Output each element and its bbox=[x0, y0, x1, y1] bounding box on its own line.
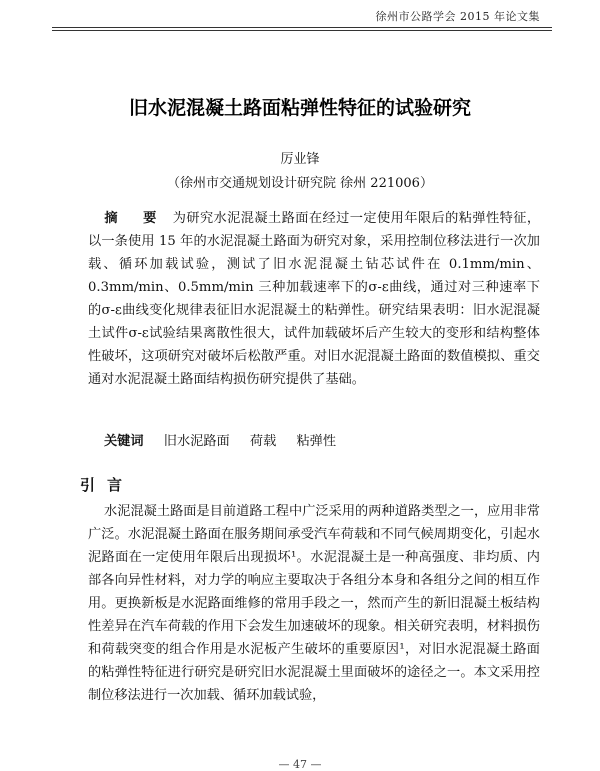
author-affiliation: （徐州市交通规划设计研究院 徐州 221006） bbox=[167, 176, 433, 191]
header-rule bbox=[52, 27, 552, 28]
abstract-label: 摘 要 bbox=[104, 211, 167, 226]
paper-title: 旧水泥混凝土路面粘弹性特征的试验研究 bbox=[128, 97, 471, 119]
keywords-label: 关键词 bbox=[104, 434, 144, 449]
header-rule-secondary bbox=[52, 30, 552, 31]
keyword-item: 荷载 bbox=[249, 434, 277, 449]
keyword-item: 粘弹性 bbox=[296, 434, 337, 449]
introduction-text: 水泥混凝土路面是目前道路工程中广泛采用的两种道路类型之一，应用非常广泛。水泥混凝土路面在服务期间承受汽车荷载和不同气候周期变化，引起水泥路面在一定使用年限后出现损坏¹。水泥混凝土是一种高强度、非均质、内部各向异性材料，对力学的响应主要取决于各组分本身和各组分之间的相互作用。更换新板是水泥路面维修的常用手段之一，然而产生的新旧混凝土板结构性差异在汽车荷载的作用下会发生加速破坏的现象。相关研究表明，材料损伤和荷载突变的组合作用是水泥板产生破坏的重要原因¹，对旧水泥混凝土路面的粘弹性特征进行研究是研究旧水泥混凝土里面破坏的途径之一。本文采用控制位移法进行一次加载、循环加载试验， bbox=[88, 504, 540, 703]
author-name: 厉业锋 bbox=[280, 152, 320, 167]
section-heading-introduction: 引言 bbox=[80, 476, 135, 494]
abstract-text: 为研究水泥混凝土路面在经过一定使用年限后的粘弹性特征，以一条使用 15 年的水泥混凝土路面为研究对象，采用控制位移法进行一次加载、循环加载试验，测试了旧水泥混凝土钻芯试件在 0.1mm/min、0.3mm/min、0.5mm/min 三种加载速率下的σ-ε曲线，通过对三种速率下的σ-ε曲线变化规律表征旧水泥混凝土的粘弹性。研究结果表明：旧水泥混凝土试件σ-ε试验结果离散性很大，试件加载破坏后产生较大的变形和结构整体性破坏，这项研究对破坏后松散严重。对旧水泥混凝土路面的数值模拟、重交通对水泥混凝土路面结构损伤研究提供了基础。 bbox=[88, 211, 541, 387]
keywords-line bbox=[104, 430, 336, 449]
keyword-item: 旧水泥路面 bbox=[163, 434, 230, 449]
page-number: — 47 — bbox=[278, 758, 322, 771]
running-head: 徐州市公路学会 2015 年论文集 bbox=[375, 10, 540, 23]
introduction-paragraph bbox=[88, 500, 540, 707]
abstract-paragraph bbox=[88, 207, 540, 391]
